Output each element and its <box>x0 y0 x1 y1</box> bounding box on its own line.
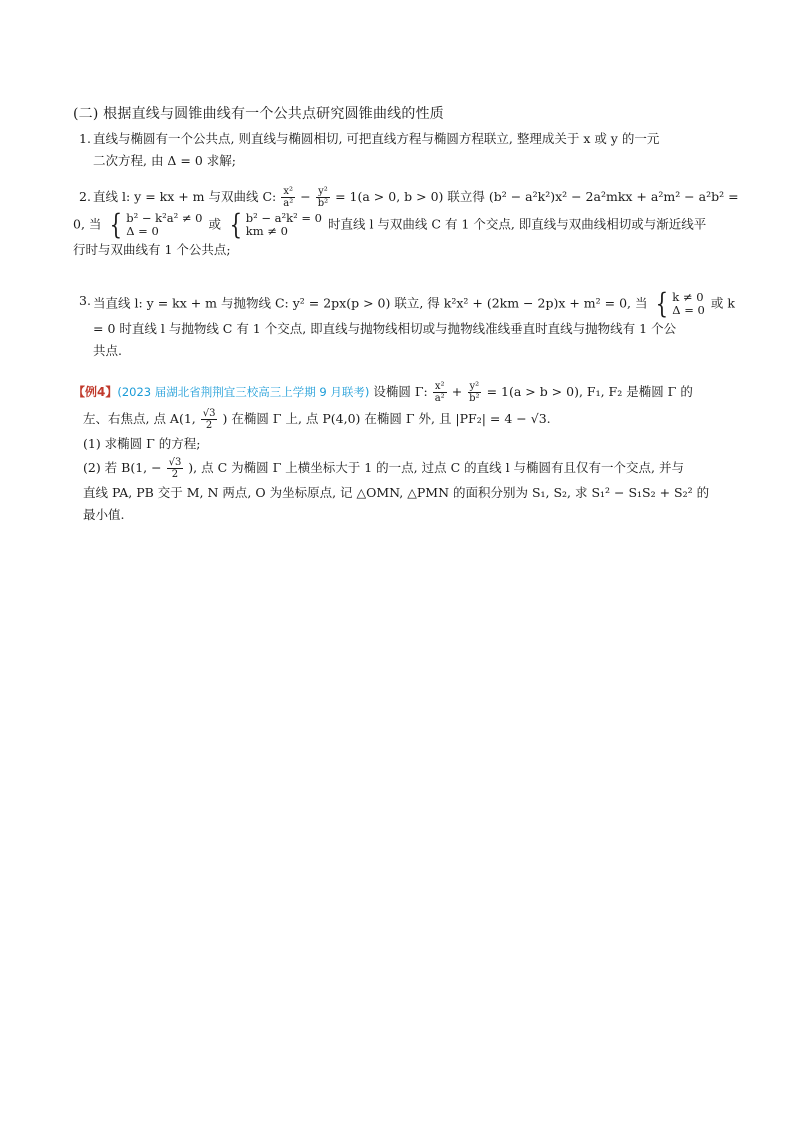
example-source: (2023 届湖北省荆荆宜三校高三上学期 9 月联考) <box>117 385 370 399</box>
text-span: 直线 l: y = kx + m 与双曲线 C: <box>93 189 277 204</box>
text-span: = 1(a > 0, b > 0) 联立得 (b² − a²k²)x² − 2a²mkx + a²m² − a²b² = <box>335 189 739 204</box>
text-span: 或 <box>208 216 221 232</box>
item-line: 共点. <box>93 343 122 358</box>
question-2-line: 最小值. <box>83 507 125 522</box>
fraction: $\frac{√3}{2}$ <box>168 457 182 480</box>
text-span: 当直线 l: y = kx + m 与抛物线 C: y² = 2px(p > 0) 联立, 得 k²x² + (2km − 2p)x + m² = 0, 当 <box>93 295 648 311</box>
example-line <box>83 408 733 431</box>
fraction: $\frac{\text{y²}}{\text{b²}}$ <box>317 186 329 209</box>
example-block <box>73 381 733 526</box>
cases-brace: { k ≠ 0 Δ = 0 <box>656 287 705 320</box>
text-span: 设椭圆 Γ: <box>373 384 428 399</box>
list-item-2 <box>73 186 739 261</box>
question-2 <box>83 457 733 480</box>
item-line: 行时与双曲线有 1 个公共点; <box>73 242 231 257</box>
text-span: (2) 若 B(1, − <box>83 460 162 475</box>
text-span: + <box>451 384 463 399</box>
fraction: $\frac{\text{x²}}{\text{a²}}$ <box>434 381 445 404</box>
text-span: 时直线 l 与双曲线 C 有 1 个交点, 即直线与双曲线相切或与渐近线平 <box>327 216 707 232</box>
question-1: (1) 求椭圆 Γ 的方程; <box>83 436 201 451</box>
text-span: ) 在椭圆 Γ 上, 点 P(4,0) 在椭圆 Γ 外, 且 |PF₂| = 4 − √3. <box>222 411 551 426</box>
list-item-3 <box>73 287 735 362</box>
fraction: $\frac{√3}{2}$ <box>202 408 216 431</box>
example-line <box>73 381 733 404</box>
example-tag: 【例4】 <box>73 385 118 399</box>
text-span: = 1(a > b > 0), F₁, F₂ 是椭圆 Γ 的 <box>486 384 693 399</box>
fraction: $\frac{\text{y²}}{\text{b²}}$ <box>469 381 480 404</box>
item-number: 2. <box>79 189 91 204</box>
item-number: 3. <box>79 293 91 308</box>
text-span: − <box>300 189 311 204</box>
item-line: 直线与椭圆有一个公共点, 则直线与椭圆相切, 可把直线方程与椭圆方程联立, 整理成关于 x 或 y 的一元 <box>93 131 660 146</box>
cases-brace: { b² − k²a² ≠ 0 Δ = 0 <box>110 208 203 241</box>
item-line <box>93 186 739 209</box>
list-item-1 <box>73 128 733 172</box>
item-line <box>73 208 733 241</box>
cases-brace: { b² − a²k² = 0 km ≠ 0 <box>229 208 322 241</box>
item-line: 二次方程, 由 Δ = 0 求解; <box>93 153 237 168</box>
question-2-line: 直线 PA, PB 交于 M, N 两点, O 为坐标原点, 记 △OMN, △PMN 的面积分别为 S₁, S₂, 求 S₁² − S₁S₂ + S₂² 的 <box>83 485 710 500</box>
text-span: 0, 当 <box>73 216 102 232</box>
item-line <box>93 287 735 320</box>
item-number: 1. <box>79 131 91 146</box>
text-span: 左、右焦点, 点 A(1, <box>83 411 196 426</box>
item-line: = 0 时直线 l 与抛物线 C 有 1 个交点, 即直线与抛物线相切或与抛物线准线垂直时直线与抛物线有 1 个公 <box>93 321 677 336</box>
section-title: (二) 根据直线与圆锥曲线有一个公共点研究圆锥曲线的性质 <box>73 106 444 122</box>
fraction: $\frac{\text{x²}}{\text{a²}}$ <box>283 186 294 209</box>
text-span: 或 k <box>710 295 735 311</box>
text-span: ), 点 C 为椭圆 Γ 上横坐标大于 1 的一点, 过点 C 的直线 l 与椭圆有且仅有一个交点, 并与 <box>188 460 685 475</box>
